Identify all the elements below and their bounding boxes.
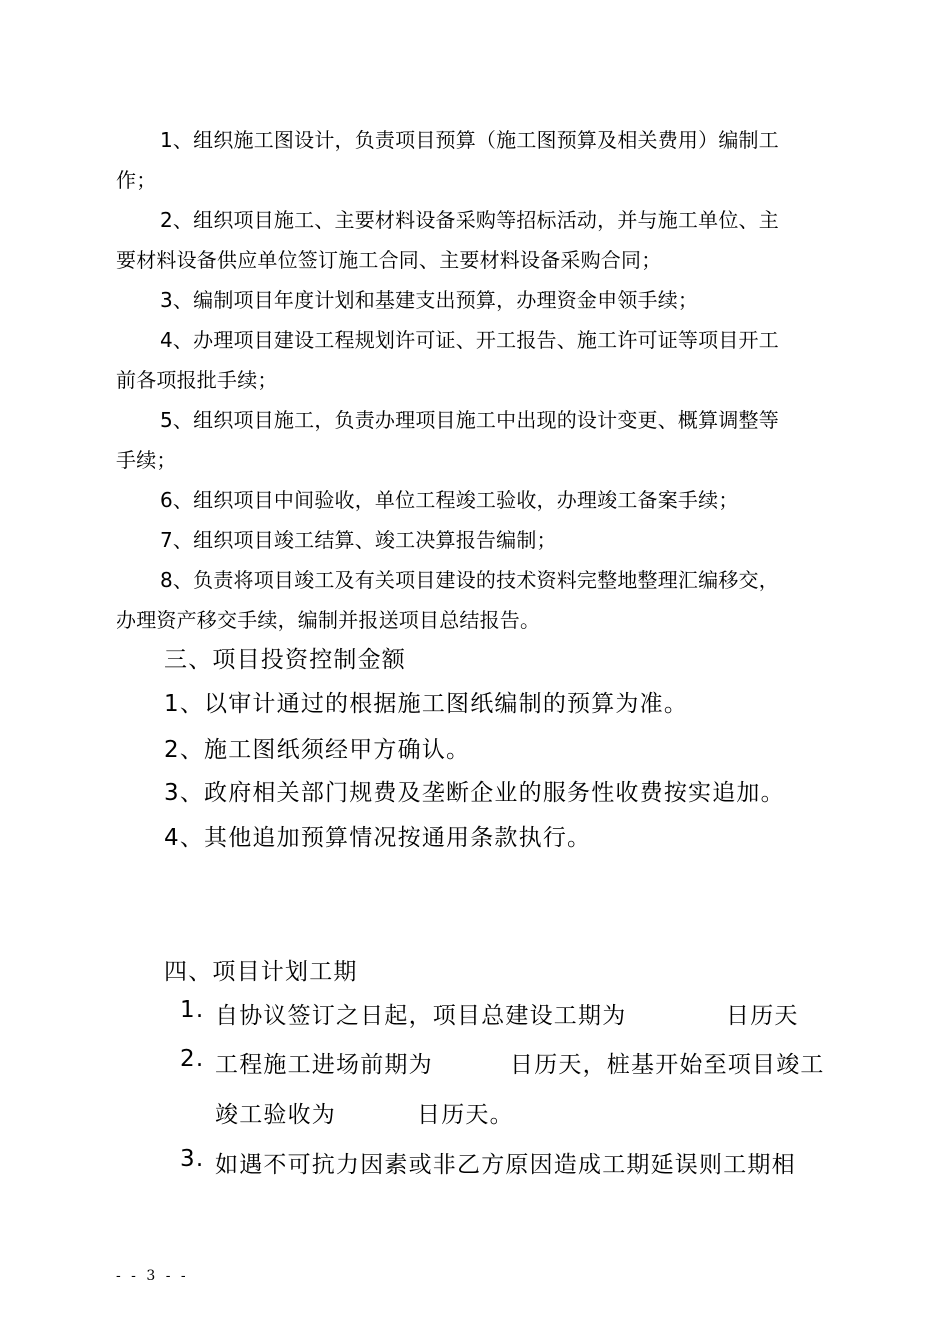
section4-item-3-number: 3. [180, 1146, 205, 1172]
section2-item-7: 7、组织项目竣工结算、竣工决算报告编制； [160, 528, 557, 552]
section2-item-1-line-2: 作； [116, 168, 157, 192]
section2-item-8-line-1: 8、负责将项目竣工及有关项目建设的技术资料完整地整理汇编移交， [160, 568, 779, 592]
section3-item-4: 4、其他追加预算情况按通用条款执行。 [164, 825, 592, 851]
page-number: - - 3 - - [116, 1268, 189, 1284]
section4-item-2-line-2-text: 竣工验收为 [215, 1102, 336, 1128]
section4-item-2-line-2-unit: 日历天。 [417, 1102, 514, 1128]
section4-item-3-text: 如遇不可抗力因素或非乙方原因造成工期延误则工期相 [215, 1152, 796, 1178]
section4-item-1-unit: 日历天 [726, 1003, 799, 1029]
section2-item-5-line-2: 手续； [116, 448, 177, 472]
section3-item-2: 2、施工图纸须经甲方确认。 [164, 737, 471, 763]
section2-item-4-line-1: 4、办理项目建设工程规划许可证、开工报告、施工许可证等项目开工 [160, 328, 779, 352]
section2-item-3: 3、编制项目年度计划和基建支出预算，办理资金申领手续； [160, 288, 699, 312]
section4-item-2-text: 工程施工进场前期为 [215, 1052, 433, 1078]
section2-item-2-line-2: 要材料设备供应单位签订施工合同、主要材料设备采购合同； [116, 248, 662, 272]
section2-item-2-line-1: 2、组织项目施工、主要材料设备采购等招标活动，并与施工单位、主 [160, 208, 779, 232]
section3-item-3: 3、政府相关部门规费及垄断企业的服务性收费按实追加。 [164, 780, 785, 806]
section2-item-5-line-1: 5、组织项目施工，负责办理项目施工中出现的设计变更、概算调整等 [160, 408, 779, 432]
section3-item-1: 1、以审计通过的根据施工图纸编制的预算为准。 [164, 691, 689, 717]
section4-heading: 四、项目计划工期 [164, 959, 358, 985]
section2-item-6: 6、组织项目中间验收，单位工程竣工验收，办理竣工备案手续； [160, 488, 739, 512]
section4-item-1-number: 1. [180, 997, 205, 1023]
section3-heading: 三、项目投资控制金额 [164, 647, 406, 673]
section2-item-4-line-2: 前各项报批手续； [116, 368, 278, 392]
section4-item-2-unit: 日历天，桩基开始至项目竣工 [510, 1052, 825, 1078]
section2-item-8-line-2: 办理资产移交手续，编制并报送项目总结报告。 [116, 608, 541, 632]
section4-item-1-text: 自协议签订之日起，项目总建设工期为 [215, 1003, 627, 1029]
section2-item-1-line-1: 1、组织施工图设计，负责项目预算（施工图预算及相关费用）编制工 [160, 128, 779, 152]
section4-item-2-number: 2. [180, 1046, 205, 1072]
